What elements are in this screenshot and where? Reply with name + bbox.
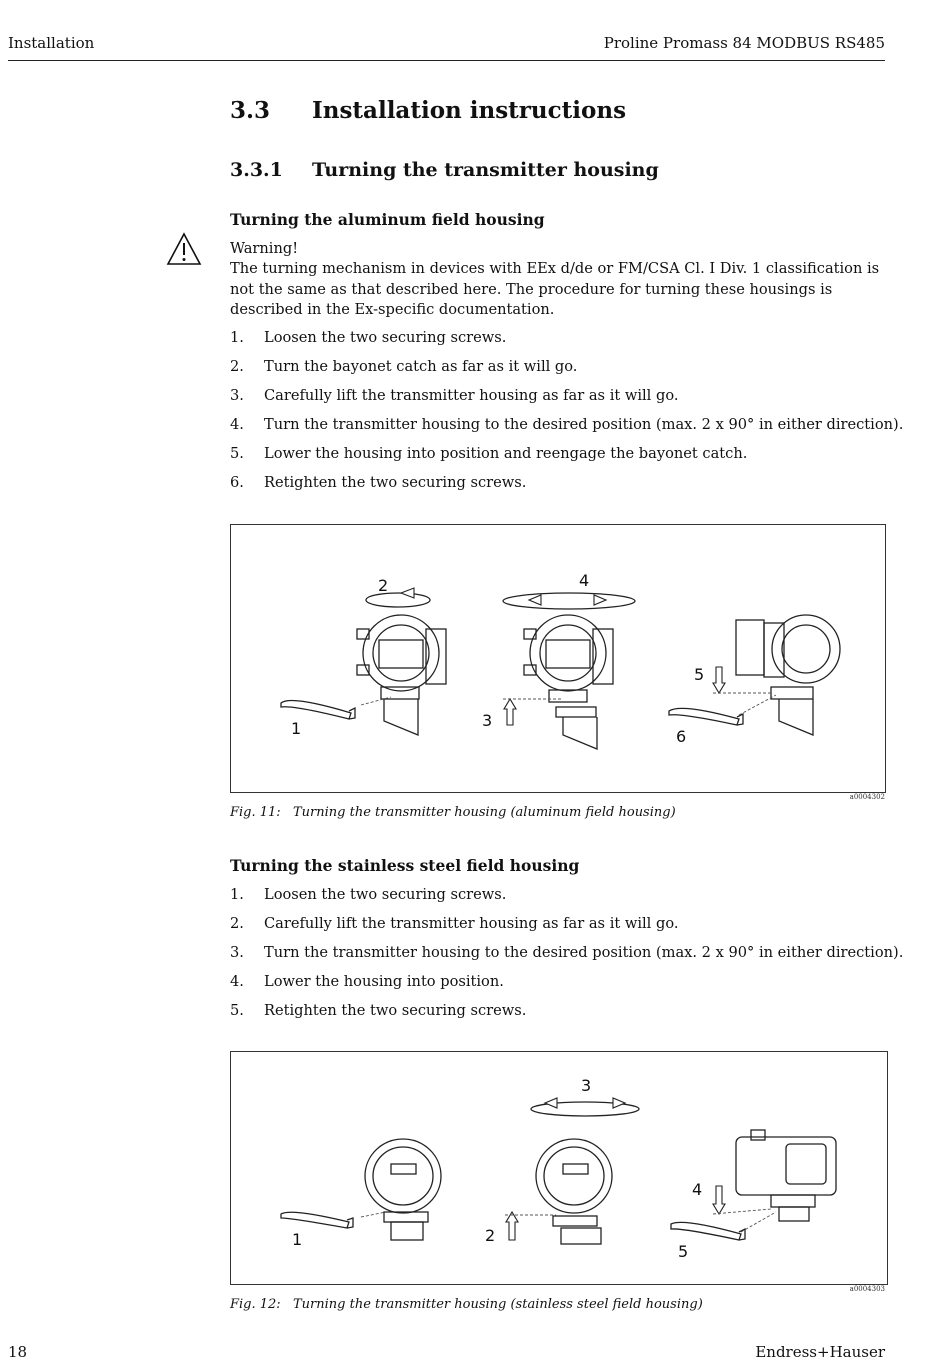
figure-11-caption: Turning the transmitter housing (aluminum field housing)	[293, 805, 676, 820]
aluminum-heading: Turning the aluminum field housing	[230, 210, 545, 229]
fig11-label-3: 3	[482, 711, 493, 730]
header-rule	[8, 60, 885, 61]
fig11-label-5: 5	[694, 665, 705, 684]
fig12-label-3: 3	[581, 1076, 592, 1095]
warning-label: Warning!	[230, 240, 299, 257]
step-number: 2.	[230, 915, 244, 932]
figure-12-caption-number: Fig. 12:	[230, 1297, 281, 1312]
fig11-label-6: 6	[676, 727, 687, 746]
step-number: 3.	[230, 387, 244, 404]
step-text: Turn the transmitter housing to the desired position (max. 2 x 90° in either direction).	[264, 944, 904, 961]
step-number: 2.	[230, 358, 244, 375]
fig12-label-2: 2	[485, 1226, 496, 1245]
step-number: 4.	[230, 416, 244, 433]
fig11-label-2: 2	[378, 576, 389, 595]
figure-11-caption-number: Fig. 11:	[230, 805, 281, 820]
running-header-product: Proline Promass 84 MODBUS RS485	[603, 34, 885, 52]
warning-icon	[166, 232, 202, 266]
warning-text: The turning mechanism in devices with EEx d/de or FM/CSA Cl. I Div. 1 classification is not the same as that described here. The procedure for turning these housings is described in the Ex-specific documentation.	[230, 260, 880, 318]
step-number: 5.	[230, 1002, 244, 1019]
step-text: Lower the housing into position.	[264, 973, 504, 990]
fig11-label-4: 4	[579, 571, 590, 590]
step-text: Carefully lift the transmitter housing as far as it will go.	[264, 915, 679, 932]
fig12-label-1: 1	[292, 1230, 303, 1249]
step-text: Turn the transmitter housing to the desired position (max. 2 x 90° in either direction).	[264, 416, 904, 433]
subsection-title: Turning the transmitter housing	[312, 159, 659, 181]
figure-11-code: a0004302	[849, 793, 885, 801]
fig12-label-5: 5	[678, 1242, 689, 1261]
page-number: 18	[8, 1343, 28, 1361]
subsection-number: 3.3.1	[230, 159, 283, 181]
running-header-section: Installation	[8, 34, 95, 52]
step-number: 4.	[230, 973, 244, 990]
step-text: Loosen the two securing screws.	[264, 329, 507, 346]
step-text: Lower the housing into position and reengage the bayonet catch.	[264, 445, 748, 462]
step-text: Loosen the two securing screws.	[264, 886, 507, 903]
step-text: Retighten the two securing screws.	[264, 1002, 527, 1019]
step-text: Retighten the two securing screws.	[264, 474, 527, 491]
step-number: 6.	[230, 474, 244, 491]
stainless-heading: Turning the stainless steel field housing	[230, 856, 580, 875]
step-text: Turn the bayonet catch as far as it will go.	[264, 358, 578, 375]
figure-11	[230, 524, 886, 793]
section-number: 3.3	[230, 97, 271, 124]
figure-12	[230, 1051, 888, 1285]
fig12-label-4: 4	[692, 1180, 703, 1199]
step-number: 1.	[230, 329, 244, 346]
fig11-label-1: 1	[291, 719, 302, 738]
step-text: Carefully lift the transmitter housing as far as it will go.	[264, 387, 679, 404]
step-number: 3.	[230, 944, 244, 961]
footer-brand: Endress+Hauser	[755, 1343, 885, 1361]
section-title: Installation instructions	[312, 97, 627, 124]
figure-12-caption: Turning the transmitter housing (stainless steel field housing)	[293, 1297, 703, 1312]
step-number: 5.	[230, 445, 244, 462]
figure-12-code: a0004303	[849, 1285, 885, 1293]
step-number: 1.	[230, 886, 244, 903]
